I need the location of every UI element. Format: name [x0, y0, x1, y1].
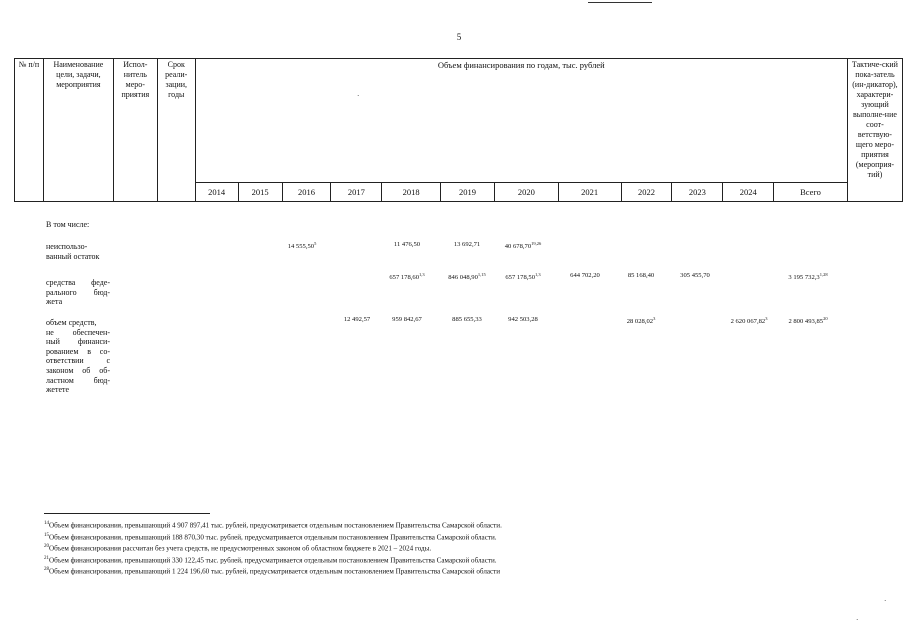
page-number: 5 — [456, 32, 462, 42]
unused-2019: 13 692,71 — [453, 241, 481, 248]
footnote-21: $^{21}$Объем финансирования, превышающий 330 122,45 тыс. рублей, предусматривается отдельным постановлением Правительства Самарской области. — [44, 555, 497, 565]
header-num: № п/п — [15, 59, 44, 202]
unsecured-2019: 885 655,33 — [452, 316, 482, 323]
unused-2020: 40 678,70$^{19,26}$ — [504, 241, 542, 251]
footnote-separator — [44, 513, 210, 514]
unused-label: неиспользо- ванный остаток — [46, 242, 100, 261]
header-funding: Объем финансирования по годам, тыс. рублей — [195, 59, 847, 183]
year-2024: 2024 — [723, 182, 774, 201]
year-2021: 2021 — [558, 182, 621, 201]
header-indicator: Тактиче-ский пока-затель (ин-дикатор), характери-зующий выполне-ние соот-ветствую-щего меро-приятия (мероприя-тий) — [847, 59, 902, 202]
scan-dot: · — [357, 92, 360, 100]
header-executor: Испол-нитель меро-приятия — [113, 59, 157, 202]
funding-table — [14, 58, 903, 202]
header-name: Наименование цели, задачи, мероприятия — [43, 59, 113, 202]
footnote-28: $^{28}$Объем финансирования, превышающий 1 224 196,60 тыс. рублей, предусматривается отдельным постановлением Правительства Самарской области — [44, 567, 501, 576]
unused-2016: 14 555,50$^5$ — [287, 241, 317, 251]
year-2019: 2019 — [441, 182, 495, 201]
federal-2020: 657 178,50$^{1,3}$ — [505, 272, 541, 282]
year-2015: 2015 — [238, 182, 282, 201]
unsecured-2024: 2 620 067,82$^3$ — [730, 316, 768, 326]
footnote-15: $^{15}$Объем финансирования, превышающий 188 870,30 тыс. рублей, предусматривается отдельным постановлением Правительства Самарской области. — [44, 532, 497, 541]
unused-2018: 11 476,50 — [393, 241, 421, 248]
unsecured-total: 2 800 493,85$^{20}$ — [788, 316, 828, 326]
scan-dot: · — [856, 616, 859, 624]
footnote-14: $^{14}$Объем финансирования, превышающий 4 907 897,41 тыс. рублей, предусматривается отдельным постановлением Правительства Самарской области. — [44, 521, 502, 530]
year-2020: 2020 — [494, 182, 558, 201]
federal-2023: 305 455,70 — [680, 272, 710, 279]
unsecured-label: объем средств, не обеспечен- ный финанси- рованием в со- ответствии с законом об об- ластном бюд- жетете — [46, 318, 110, 395]
including-label: В том числе: — [46, 220, 90, 229]
footnote-20: $^{20}$Объем финансирования рассчитан без учета средств, не предусмотренных законом об областном бюджете в 2021 – 2024 годы. — [44, 544, 432, 553]
unsecured-2018: 959 842,67 — [392, 316, 422, 323]
federal-2018: 657 178,60$^{1,3}$ — [389, 272, 425, 282]
federal-2021: 644 702,20 — [570, 272, 600, 279]
unsecured-2017: 12 492,57 — [343, 316, 371, 323]
unsecured-2022: 28 028,02$^3$ — [626, 316, 656, 326]
year-2018: 2018 — [382, 182, 441, 201]
footnotes — [44, 519, 644, 577]
federal-label: средства феде- рального бюд- жета — [46, 278, 110, 307]
federal-2019: 846 048,90$^{1,15}$ — [448, 272, 486, 282]
federal-total: 3 195 732,3$^{1,28}$ — [788, 272, 828, 282]
year-2014: 2014 — [195, 182, 238, 201]
federal-2022: 85 168,40 — [627, 272, 655, 279]
top-rule — [588, 2, 652, 3]
year-2022: 2022 — [621, 182, 672, 201]
year-2016: 2016 — [282, 182, 331, 201]
header-term: Срок реали-зации, годы — [157, 59, 195, 202]
year-2023: 2023 — [672, 182, 723, 201]
scan-dot: · — [884, 597, 887, 605]
unsecured-2020: 942 503,28 — [508, 316, 538, 323]
year-2017: 2017 — [331, 182, 382, 201]
year-total: Всего — [774, 182, 848, 201]
